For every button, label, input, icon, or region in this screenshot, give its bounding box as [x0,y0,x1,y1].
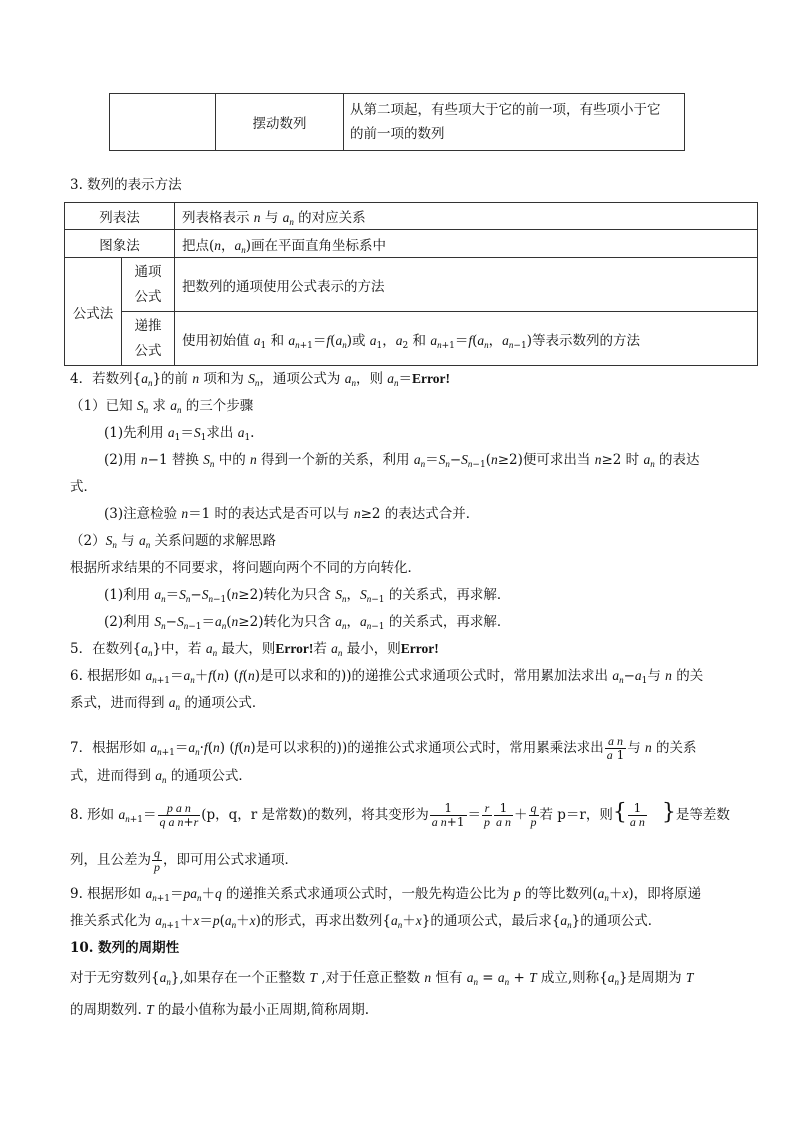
top-table-label: 摆动数列 [216,94,344,151]
section4-step2: (2)用 n−1 替换 $S_n$ 中的 n 得到一个新的关系，利用 $a_n=S_n-S_{n-1}(n\ge 2)$便可求出当 n≥2 时 $a_n$ 的表达 [104,452,700,470]
section4-step1: (1)先利用 $a_1=S_1$求出 $a_1$. [104,425,255,443]
section4-sub1-title: （1）已知 $S_n$ 求 $a_n$ 的三个步骤 [70,398,254,415]
section8-line1: 8. 形如 $a_{n+1}=$ $\frac{\text{p a n}}{\text{q a n+r}}$ (p，q，r 是常数)的数列，将其变形为 $\frac{1}{\text{a n+1}}$ ＝ $\frac{r}{p}$ $\frac{1}{\text{a n}}$ ＋ $\frac{q}{p}$ 若 p＝r，则{ $\frac{1}{\text{a n}}$ }是等差数 [70,800,730,829]
row-formula-general-desc: 把数列的通项使用公式表示的方法 [175,258,758,312]
top-table-empty-cell [110,94,216,151]
top-table-desc: 从第二项起，有些项大于它的前一项，有些项小于它 的前一项的数列 [344,94,685,151]
fraction-reciprocal: $\frac{1}{\text{a n+1}}$ [431,801,465,829]
section6-line1: 6. 根据形如 $a_{n+1}=a_n+f(n)$ (f(n)是可以求和的))的递推公式求通项公式时，常用累加法求出 $a_n-a_1$与 n 的关 [70,668,704,686]
section4-step3: (3)注意检验 n＝1 时的表达式是否可以与 n≥2 的表达式合并． [104,506,480,522]
fraction-q-p: $\frac{q}{p}$ [154,846,160,874]
error-text: Error! [412,371,450,386]
section4-step2-cont: 式． [70,479,97,495]
row-graph-label: 图象法 [65,230,175,258]
top-table [109,93,685,151]
section9-line2: 推关系式化为 $a_{n+1}+x=p(a_n+x)$的形式，再求出数列$\{a_n+x\}$的通项公式，最后求$\{a_n\}$的通项公式． [70,913,662,931]
section10-heading: 10. 数列的周期性 [70,940,180,956]
row-list-label: 列表法 [65,203,175,230]
section9-line1: 9. 根据形如 $a_{n+1}=pa_n+q$ 的递推关系式求通项公式时，一般先构造公比为 p 的等比数列$(a_n+x)$，即将原递 [70,886,702,904]
row-formula-recursive-label: 递推 公式 [122,312,175,366]
row-formula-label: 公式法 [65,258,122,366]
section4-sub2-intro: 根据所求结果的不同要求，将问题向两个不同的方向转化． [70,560,421,576]
section4-conv1: (1)利用 $a_n=S_n-S_{n-1}(n\ge 2)$转化为只含 $S_n$，$S_{n-1}$ 的关系式，再求解． [104,587,511,605]
section6-line2: 系式，进而得到 $a_n$ 的通项公式． [70,695,266,712]
section7-line1: 7．根据形如 $a_{n+1}=a_n\cdot f(n)$ (f(n)是可以求积的))的递推公式求通项公式时，常用累乘法求出 $\frac{\text{a n}}{a 1}$ 与 n 的关系 [70,734,697,762]
section4-sub2-title: $(2)S_n$ 与 $a_n$ 关系问题的求解思路 [70,533,276,550]
section10-line2: 的周期数列. T 的最小值称为最小正周期,简称周期. [70,1002,369,1018]
section7-line2: 式，进而得到 $a_n$ 的通项公式． [70,768,252,785]
section3-heading: 3. 数列的表示方法 [70,177,182,193]
section4-conv2: (2)利用 $S_n-S_{n-1}=a_n(n\ge 2)$转化为只含 $a_n$，$a_{n-1}$ 的关系式，再求解． [104,614,511,632]
row-formula-general-label: 通项 公式 [122,258,175,312]
section10-line1: 对于无穷数列$\{a_n\}$,如果存在一个正整数 T ,对于任意正整数 n 恒有 $a_n = a_n + T$ 成立,则称$\{a_n\}$是周期为 T [70,970,694,987]
fraction-recursion: $\frac{\text{p a n}}{\text{q a n+r}}$ [159,801,199,829]
fraction-an-a1: $\frac{\text{a n}}{a 1}$ [606,734,625,762]
row-formula-recursive-desc: 使用初始值 $a_1$ 和 $a_{n+1}=f(a_n)$或 $a_1$，$a_2$ 和 $a_{n+1}=f(a_n$，$a_{n-1}$)等表示数列的方法 [175,312,758,366]
representation-table [64,202,758,366]
row-list-desc: 列表格表示 n 与 $a_n$ 的对应关系 [175,203,758,230]
section8-line2: 列，且公差为 $\frac{q}{p}$ ，即可用公式求通项． [70,846,298,874]
section4-line1: 4．若数列$\{a_n\}$的前 n 项和为 $S_n$，通项公式为 $a_n$，则 $a_n=Error$! [70,371,450,388]
section5-line: 5．在数列$\{a_n\}$中，若 $a_n$ 最大，则Error!若 $a_n$ 最小，则Error! [70,641,439,658]
row-graph-desc: 把点(n，$a_n$)画在平面直角坐标系中 [175,230,758,258]
